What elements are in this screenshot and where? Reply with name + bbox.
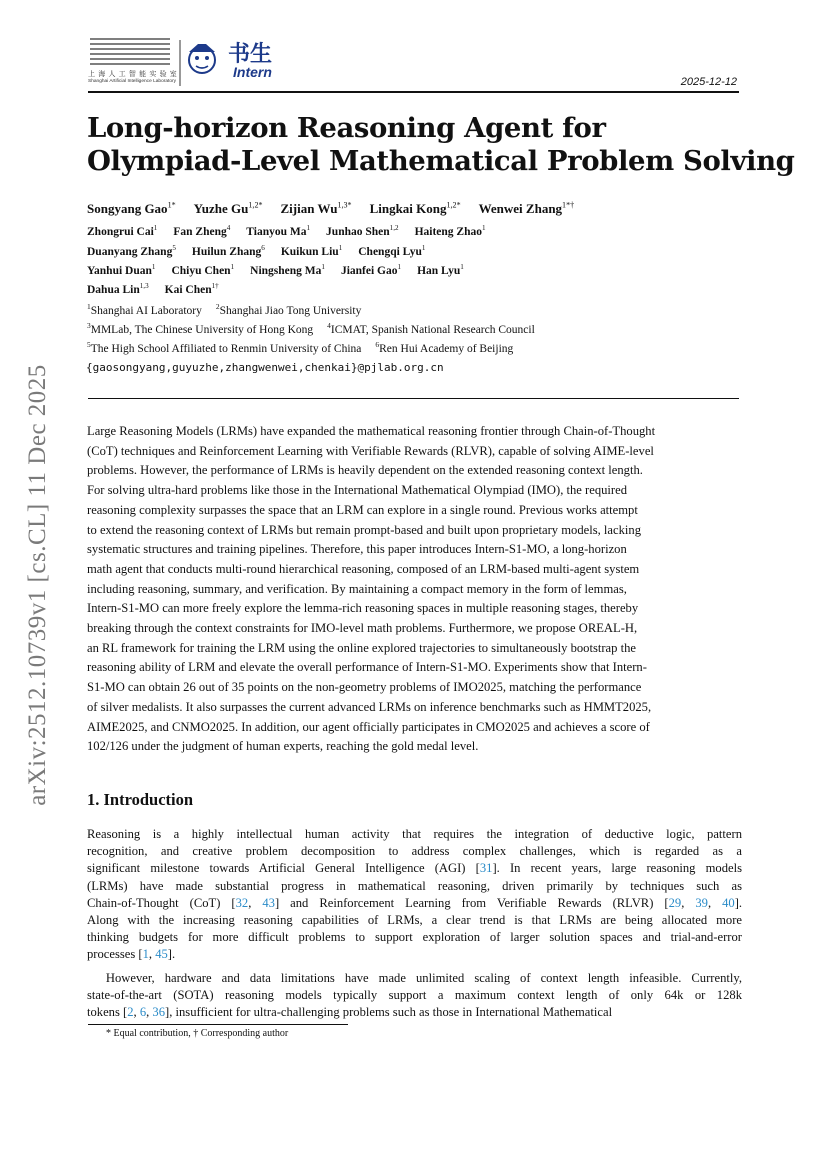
author-name: Haiteng Zhao$^1$ [414,224,486,238]
citation-link[interactable]: 32 [235,895,249,910]
author-name: Duanyang Zhang$^5$ [87,244,176,258]
header-date: 2025-12-12 [680,76,737,88]
author-name: Kuikun Liu$^1$ [280,244,343,258]
author-row [87,263,480,277]
text-line: processes [1, 45]. [87,947,176,962]
author-name: Zhongrui Cai$^1$ [87,224,158,238]
author-name: Chiyu Chen$^1$ [171,263,235,277]
affiliation-row [87,340,527,355]
abstract-line: an RL framework for training the LRM using the online explored trajectories to simultaneously bootstrap the [87,640,636,655]
abstract-line: math agent that conducts multi-round hierarchical reasoning, composed of an LRM-based multi-agent system [87,561,640,576]
affiliation: $^2$Shanghai Jiao Tong University [215,302,362,317]
abstract [87,422,742,757]
text-line: thinking budgets for more difficult problems to support exploration of larger solution spaces and trial-and-error [87,930,742,945]
author-name: Dahua Lin$^{1,3}$ [87,282,149,296]
footnote: * Equal contribution, † Corresponding author [106,1028,289,1039]
lab-name-cn: 上 海 人 工 智 能 实 验 室 [88,70,178,78]
text-line: state-of-the-art (SOTA) reasoning models typically support a maximum context length of only 64k or 128k [87,987,742,1002]
abstract-line: reasoning complexity surpasses the space that an LRM can explore in a single round. Previous works attempt [87,502,638,517]
author-row [87,282,235,296]
affiliation: $^1$Shanghai AI Laboratory [87,302,202,317]
author-name: Fan Zheng$^4$ [173,224,231,238]
author-name: Songyang Gao$^{1*}$ [87,201,176,217]
author-name: Jianfei Gao$^1$ [340,263,402,277]
text-line: (LRMs) have made substantial progress in mathematical reasoning, driven primarily by techniques such as [87,878,742,893]
author-name: Han Lyu$^1$ [417,263,464,277]
author-name: Yanhui Duan$^1$ [87,263,156,277]
citation-link[interactable]: 2 [127,1005,134,1020]
citation-link[interactable]: 36 [152,1005,166,1020]
citation-link[interactable]: 40 [722,895,735,910]
citation-link[interactable]: 43 [262,895,275,910]
introduction-body [87,826,742,1021]
citation-link[interactable]: 29 [668,895,682,910]
abstract-line: including reasoning, summary, and verification. By maintaining a compact memory in the form of lemmas, [87,581,627,596]
abstract-line: AIME2025, and CNMO2025. In addition, our agent officially participates in CMO2025 and achieves a score of [87,719,650,734]
abstract-line: systematic structures and training pipelines. Therefore, this paper introduces Intern-S1-MO, a long-horizon [87,542,627,557]
affiliation: $^3$MMLab, The Chinese University of Hong Kong [87,321,314,336]
affiliation: $^4$ICMAT, Spanish National Research Council [327,321,535,336]
paper-title [87,112,795,178]
abstract-line: of silver medalists. It also surpasses the current advanced LRMs on inference benchmarks such as HMMT2025, [87,699,652,714]
abstract-line: S1-MO can obtain 26 out of 35 points on the non-geometry problems of IMO2025, matching the performance [87,680,642,695]
text-line: Chain-of-Thought (CoT) [32, 43] and Reinforcement Learning from Verifiable Rewards (RLVR) [29, 39, 40]. [87,895,743,910]
text-line: tokens [2, 6, 36], insufficient for ultra-challenging problems such as those in International Mathematical [87,1005,613,1020]
affiliation: $^6$Ren Hui Academy of Beijing [375,340,514,355]
citation-link[interactable]: 31 [479,861,493,876]
text-line: recognition, and creative problem decomposition to address complex challenges, which is regarded as a [87,844,742,859]
author-row [87,201,592,217]
brand-name-en: Intern [233,64,272,80]
text-line: significant milestone towards Artificial General Intelligence (AGI) [31]. In recent years, large reasoning models [87,861,742,876]
brand-name-cn: 书生 [228,41,273,67]
paragraph [87,826,742,964]
citation-link[interactable]: 6 [139,1005,147,1020]
text-line: However, hardware and data limitations have made unlimited scaling of context length infeasible. Currently, [87,970,742,985]
abstract-line: Large Reasoning Models (LRMs) have expanded the mathematical reasoning frontier through Chain-of-Thought [87,424,656,438]
author-name: Lingkai Kong$^{1,2*}$ [369,201,461,217]
abstract-line: to extend the reasoning context of LRMs but remain prompt-based and built upon proprietary models, lacking [87,522,641,537]
contact-email: {gaosongyang,guyuzhe,zhangwenwei,chenkai}@pjlab.org.cn [86,361,444,374]
author-row [87,224,502,238]
affiliation-row [87,302,375,317]
paragraph [87,970,742,1022]
author-name: Kai Chen$^{1\dagger}$ [164,282,219,296]
author-name: Ningsheng Ma$^1$ [250,263,325,277]
header-rule [88,91,739,93]
arxiv-side-stamp: arXiv:2512.10739v1 [cs.CL] 11 Dec 2025 [24,364,51,806]
text-line: Along with the increasing reasoning capabilities of LRMs, a clear trend is that LRMs are being allocated more [87,913,742,928]
title-line: Long-horizon Reasoning Agent for [87,112,606,144]
abstract-line: breaking through the context constraints for IMO-level math problems. Furthermore, we propose OREAL-H, [87,621,638,636]
author-name: Chengqi Lyu$^1$ [358,244,426,258]
author-name: Junhao Shen$^{1,2}$ [326,224,399,238]
author-name: Zijian $Wu^{1,3*}$ [280,201,352,217]
abstract-line: Intern-S1-MO can more freely explore the lemma-rich reasoning spaces in multiple reasoning stages, thereby [87,601,639,616]
section-heading-introduction: 1. Introduction [87,790,194,809]
author-name: Tianyou Ma$^1$ [246,224,311,238]
abstract-line: For solving ultra-hard problems like those in the International Mathematical Olympiad (IMO), the required [87,483,627,498]
title-line: Olympiad-Level Mathematical Problem Solving [87,145,795,177]
citation-link[interactable]: 39 [695,895,708,910]
abstract-line: reasoning ability of LRM and elevate the overall performance of Intern-S1-MO. Experiments show that Intern- [87,660,647,675]
affiliation-row [87,321,549,336]
author-name: Wenwei Zhang$^{1*\dagger}$ [478,201,575,217]
footnote-rule [88,1024,348,1025]
author-name: Huilun Zhang$^6$ [191,244,265,258]
abstract-line: (CoT) techniques and Reinforcement Learning with Verifiable Rewards (RLVR), capable of solving AIME-level [87,443,654,458]
author-name: Yuzhe $Gu^{1,2*}$ [193,201,263,217]
citation-link[interactable]: 45 [155,947,168,962]
abstract-line: problems. However, the performance of LRMs is heavily dependent on the extended reasoning context length. [87,463,643,478]
citation-link[interactable]: 1 [142,947,149,962]
author-row [87,244,441,258]
abstract-rule [88,398,739,399]
lab-name-en: Shanghai Artificial Intelligence Laboratory [88,79,176,84]
abstract-line: 102/126 under the judgment of human experts, reaching the gold medal level. [87,739,479,754]
affiliation: $^5$The High School Affiliated to Renmin University of China [87,340,362,355]
text-line: Reasoning is a highly intellectual human activity that requires the integration of deductive logic, pattern [87,827,742,841]
